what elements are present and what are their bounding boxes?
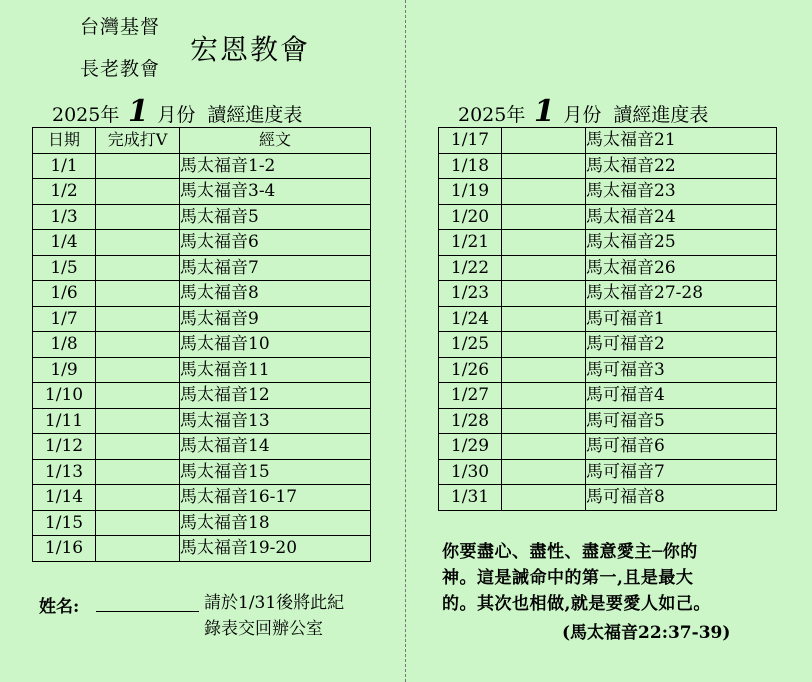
church-denomination-line2: 長老教會 <box>80 58 161 80</box>
title-month-suffix: 月份 <box>157 104 196 126</box>
row-reading: 馬太福音22 <box>586 153 777 179</box>
table-row <box>33 536 371 562</box>
header-date: 日期 <box>33 128 96 154</box>
church-denomination-line1: 台灣基督 <box>80 16 161 38</box>
row-checkbox-cell[interactable] <box>502 357 586 383</box>
row-date: 1/2 <box>33 179 96 205</box>
table-row <box>33 179 371 205</box>
row-date: 1/25 <box>439 332 502 358</box>
row-reading: 馬太福音24 <box>586 204 777 230</box>
table-row <box>439 434 777 460</box>
page-fold-divider <box>405 0 406 682</box>
reading-schedule-table-left <box>32 127 371 562</box>
table-header-row <box>33 128 371 154</box>
row-date: 1/19 <box>439 179 502 205</box>
title-text: 讀經進度表 <box>613 104 709 126</box>
row-checkbox-cell[interactable] <box>96 357 180 383</box>
row-date: 1/5 <box>33 255 96 281</box>
row-reading: 馬可福音3 <box>586 357 777 383</box>
verse-reference: (馬太福音22:37-39) <box>562 623 731 643</box>
row-date: 1/23 <box>439 281 502 307</box>
return-note <box>204 590 384 642</box>
table-row <box>33 204 371 230</box>
row-date: 1/4 <box>33 230 96 256</box>
table-row <box>33 408 371 434</box>
row-reading: 馬太福音11 <box>180 357 371 383</box>
row-reading: 馬可福音7 <box>586 459 777 485</box>
title-month: 1 <box>127 94 149 129</box>
left-title <box>52 94 302 129</box>
row-reading: 馬太福音15 <box>180 459 371 485</box>
row-checkbox-cell[interactable] <box>502 332 586 358</box>
row-date: 1/12 <box>33 434 96 460</box>
row-checkbox-cell[interactable] <box>502 179 586 205</box>
verse-line2: 神。這是誡命中的第一,且是最大 <box>442 568 694 588</box>
row-reading: 馬可福音6 <box>586 434 777 460</box>
row-reading: 馬太福音13 <box>180 408 371 434</box>
row-checkbox-cell[interactable] <box>96 536 180 562</box>
church-name: 宏恩教會 <box>190 33 311 66</box>
table-row <box>439 230 777 256</box>
table-row <box>33 332 371 358</box>
row-date: 1/31 <box>439 485 502 511</box>
table-row <box>439 306 777 332</box>
row-reading: 馬太福音19-20 <box>180 536 371 562</box>
row-checkbox-cell[interactable] <box>502 485 586 511</box>
row-date: 1/6 <box>33 281 96 307</box>
return-note-line1: 請於1/31後將此紀 <box>204 593 345 613</box>
table-row <box>33 383 371 409</box>
row-checkbox-cell[interactable] <box>502 153 586 179</box>
row-checkbox-cell[interactable] <box>502 383 586 409</box>
row-reading: 馬太福音18 <box>180 510 371 536</box>
row-reading: 馬太福音8 <box>180 281 371 307</box>
name-field-line[interactable] <box>96 611 199 612</box>
title-year: 2025年 <box>52 104 120 126</box>
table-row <box>33 510 371 536</box>
row-checkbox-cell[interactable] <box>502 204 586 230</box>
reading-schedule-table-right <box>438 127 777 511</box>
header-done: 完成打V <box>96 128 180 154</box>
title-month: 1 <box>533 94 555 129</box>
row-date: 1/15 <box>33 510 96 536</box>
row-checkbox-cell[interactable] <box>96 434 180 460</box>
row-reading: 馬太福音21 <box>586 128 777 154</box>
row-reading: 馬太福音9 <box>180 306 371 332</box>
row-reading: 馬太福音7 <box>180 255 371 281</box>
row-date: 1/14 <box>33 485 96 511</box>
row-checkbox-cell[interactable] <box>96 510 180 536</box>
row-date: 1/10 <box>33 383 96 409</box>
row-checkbox-cell[interactable] <box>502 230 586 256</box>
title-month-suffix: 月份 <box>563 104 602 126</box>
table-row <box>33 434 371 460</box>
table-row <box>439 153 777 179</box>
row-checkbox-cell[interactable] <box>96 153 180 179</box>
row-date: 1/11 <box>33 408 96 434</box>
row-date: 1/29 <box>439 434 502 460</box>
title-text: 讀經進度表 <box>207 104 303 126</box>
row-reading: 馬太福音10 <box>180 332 371 358</box>
table-row <box>33 306 371 332</box>
row-date: 1/13 <box>33 459 96 485</box>
row-date: 1/1 <box>33 153 96 179</box>
row-date: 1/21 <box>439 230 502 256</box>
table-row <box>33 357 371 383</box>
row-checkbox-cell[interactable] <box>96 204 180 230</box>
row-date: 1/17 <box>439 128 502 154</box>
row-checkbox-cell[interactable] <box>96 281 180 307</box>
row-reading: 馬可福音5 <box>586 408 777 434</box>
table-row <box>439 128 777 154</box>
row-date: 1/8 <box>33 332 96 358</box>
return-note-line2: 錄表交回辦公室 <box>204 619 323 639</box>
table-row <box>33 281 371 307</box>
row-checkbox-cell[interactable] <box>502 128 586 154</box>
verse-text <box>442 539 772 617</box>
table-row <box>439 281 777 307</box>
row-checkbox-cell[interactable] <box>96 408 180 434</box>
row-reading: 馬可福音4 <box>586 383 777 409</box>
row-date: 1/3 <box>33 204 96 230</box>
row-checkbox-cell[interactable] <box>96 383 180 409</box>
row-checkbox-cell[interactable] <box>502 434 586 460</box>
row-checkbox-cell[interactable] <box>502 408 586 434</box>
row-reading: 馬太福音26 <box>586 255 777 281</box>
row-date: 1/26 <box>439 357 502 383</box>
row-checkbox-cell[interactable] <box>502 459 586 485</box>
table-row <box>439 485 777 511</box>
table-row <box>439 179 777 205</box>
row-reading: 馬太福音5 <box>180 204 371 230</box>
table-row <box>33 485 371 511</box>
row-date: 1/7 <box>33 306 96 332</box>
table-row <box>33 459 371 485</box>
row-checkbox-cell[interactable] <box>96 306 180 332</box>
row-reading: 馬太福音25 <box>586 230 777 256</box>
row-reading: 馬可福音1 <box>586 306 777 332</box>
row-date: 1/22 <box>439 255 502 281</box>
row-date: 1/9 <box>33 357 96 383</box>
row-checkbox-cell[interactable] <box>96 459 180 485</box>
right-title <box>458 94 708 129</box>
table-row <box>33 255 371 281</box>
table-row <box>439 357 777 383</box>
row-checkbox-cell[interactable] <box>96 485 180 511</box>
row-reading: 馬太福音16-17 <box>180 485 371 511</box>
row-checkbox-cell[interactable] <box>502 255 586 281</box>
row-checkbox-cell[interactable] <box>96 179 180 205</box>
name-label: 姓名: <box>39 597 80 617</box>
row-reading: 馬太福音12 <box>180 383 371 409</box>
row-date: 1/28 <box>439 408 502 434</box>
header-reading: 經文 <box>180 128 371 154</box>
row-checkbox-cell[interactable] <box>502 306 586 332</box>
table-row <box>439 204 777 230</box>
row-checkbox-cell[interactable] <box>96 230 180 256</box>
table-row <box>439 383 777 409</box>
table-row <box>439 332 777 358</box>
row-checkbox-cell[interactable] <box>96 332 180 358</box>
table-row <box>439 459 777 485</box>
table-row <box>439 408 777 434</box>
verse-line3: 的。其次也相做,就是要愛人如己。 <box>442 594 711 614</box>
table-row <box>33 230 371 256</box>
table-row <box>33 153 371 179</box>
row-reading: 馬可福音8 <box>586 485 777 511</box>
row-reading: 馬太福音6 <box>180 230 371 256</box>
row-date: 1/27 <box>439 383 502 409</box>
row-date: 1/18 <box>439 153 502 179</box>
row-reading: 馬太福音3-4 <box>180 179 371 205</box>
row-date: 1/20 <box>439 204 502 230</box>
row-reading: 馬太福音27-28 <box>586 281 777 307</box>
row-reading: 馬太福音23 <box>586 179 777 205</box>
row-checkbox-cell[interactable] <box>502 281 586 307</box>
table-row <box>439 255 777 281</box>
row-checkbox-cell[interactable] <box>96 255 180 281</box>
row-reading: 馬太福音1-2 <box>180 153 371 179</box>
row-date: 1/16 <box>33 536 96 562</box>
verse-line1: 你要盡心、盡性、盡意愛主─你的 <box>442 542 698 562</box>
row-date: 1/24 <box>439 306 502 332</box>
title-year: 2025年 <box>458 104 526 126</box>
row-date: 1/30 <box>439 459 502 485</box>
row-reading: 馬太福音14 <box>180 434 371 460</box>
row-reading: 馬可福音2 <box>586 332 777 358</box>
